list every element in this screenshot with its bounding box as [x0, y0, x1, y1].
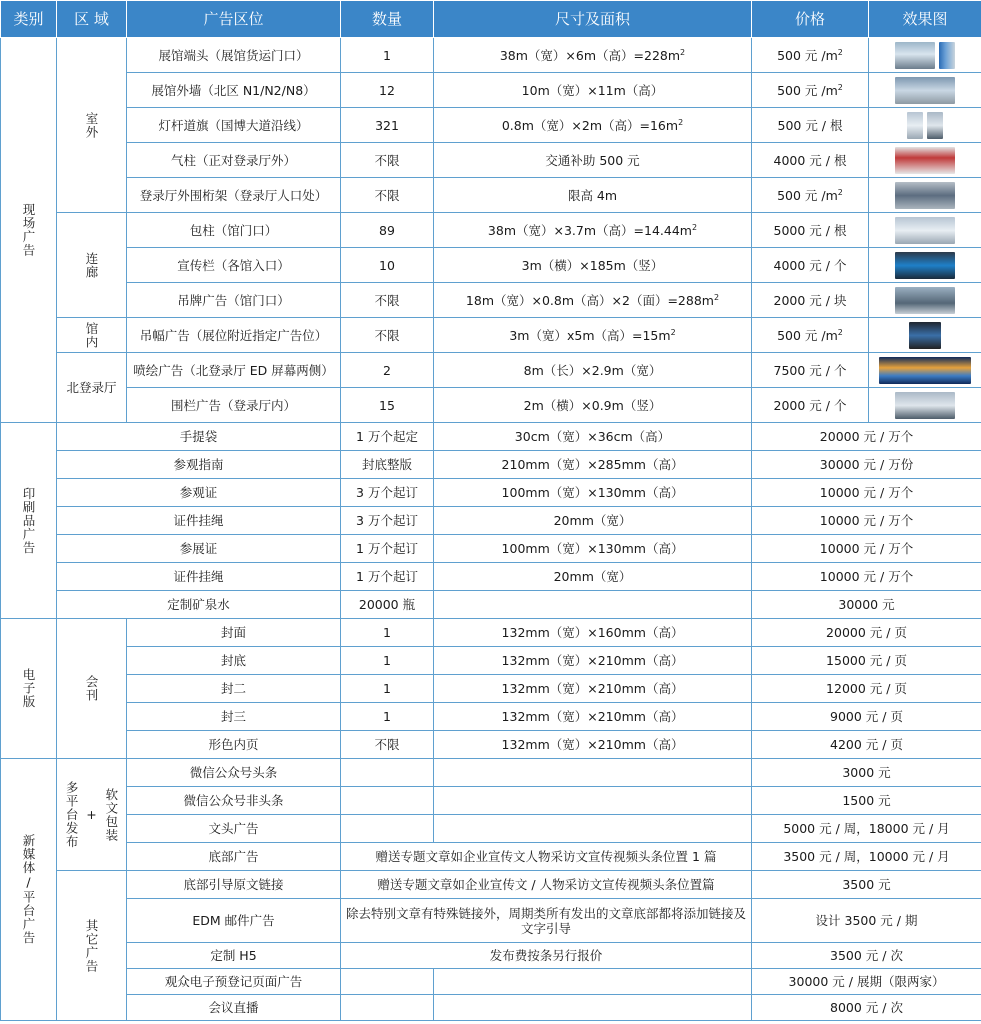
- ad-location: 围栏广告（登录厅内）: [127, 388, 341, 423]
- table-row: [1, 675, 981, 703]
- preview-cell: [869, 178, 981, 213]
- table-row: [1, 871, 981, 899]
- price: 10000 元 / 万个: [752, 507, 981, 535]
- price: 12000 元 / 页: [752, 675, 981, 703]
- ad-location: 参展证: [57, 535, 341, 563]
- size: 132mm（宽）×160mm（高）: [434, 619, 752, 647]
- quantity: 1: [341, 675, 434, 703]
- ad-location: 展馆端头（展馆货运门口）: [127, 38, 341, 73]
- note: [434, 815, 752, 843]
- ad-location: 底部引导原文链接: [127, 871, 341, 899]
- hanging-banner-photo: [895, 322, 955, 349]
- quantity: 1 万个起订: [341, 563, 434, 591]
- table-row: [1, 38, 981, 73]
- ad-location: 喷绘广告（北登录厅 ED 屏幕两侧）: [127, 353, 341, 388]
- price: 500 元 $/m^2$: [752, 318, 869, 353]
- note: [434, 995, 752, 1021]
- price: 4000 元 / 个: [752, 248, 869, 283]
- note: [434, 787, 752, 815]
- ad-location: 气柱（正对登录厅外）: [127, 143, 341, 178]
- size: 8m（长）×2.9m（宽）: [434, 353, 752, 388]
- quantity: 封底整版: [341, 451, 434, 479]
- size: 132mm（宽）×210mm（高）: [434, 675, 752, 703]
- area-multi-platform: [57, 759, 127, 871]
- quantity: 不限: [341, 143, 434, 178]
- price: 20000 元 / 万个: [752, 423, 981, 451]
- ad-location: 手提袋: [57, 423, 341, 451]
- price: 1500 元: [752, 787, 981, 815]
- ad-location: EDM 邮件广告: [127, 899, 341, 943]
- table-row: [1, 731, 981, 759]
- price: 30000 元 / 万份: [752, 451, 981, 479]
- price: 7500 元 / 个: [752, 353, 869, 388]
- size: 210mm（宽）×285mm（高）: [434, 451, 752, 479]
- lamp-pole-flag-photo: [895, 112, 955, 139]
- size: 18m（宽）×0.8m（高）×2（面）$=288m^2$: [434, 283, 752, 318]
- table-row: [1, 943, 981, 969]
- truss-photo: [895, 182, 955, 209]
- note: [434, 969, 752, 995]
- ad-location: 定制矿泉水: [57, 591, 341, 619]
- table-row: [1, 703, 981, 731]
- size: 132mm（宽）×210mm（高）: [434, 731, 752, 759]
- price: 4000 元 / 根: [752, 143, 869, 178]
- table-row: [1, 787, 981, 815]
- ad-location: 封三: [127, 703, 341, 731]
- header-area: 区 域: [57, 1, 127, 38]
- size: 30cm（宽）×36cm（高）: [434, 423, 752, 451]
- ad-location: 展馆外墙（北区 N1/N2/N8）: [127, 73, 341, 108]
- size: 38m（宽）×3.7m（高）$=14.44m^2$: [434, 213, 752, 248]
- price: 3500 元 / 周，10000 元 / 月: [752, 843, 981, 871]
- price: 4200 元 / 页: [752, 731, 981, 759]
- category-onsite: 现场广告: [1, 38, 57, 423]
- hanging-sign-photo: [895, 287, 955, 314]
- quantity: 2: [341, 353, 434, 388]
- quantity: 不限: [341, 318, 434, 353]
- table-row: [1, 283, 981, 318]
- ad-location: 封底: [127, 647, 341, 675]
- size: 10m（宽）×11m（高）: [434, 73, 752, 108]
- preview-cell: [869, 318, 981, 353]
- table-row: [1, 815, 981, 843]
- ad-location: 灯杆道旗（国博大道沿线）: [127, 108, 341, 143]
- header-ad-location: 广告区位: [127, 1, 341, 38]
- category-print: 印刷品广告: [1, 423, 57, 619]
- price: 5000 元 / 周，18000 元 / 月: [752, 815, 981, 843]
- quantity: 1: [341, 703, 434, 731]
- table-row: [1, 843, 981, 871]
- quantity: 15: [341, 388, 434, 423]
- size: [434, 591, 752, 619]
- price: 500 元 $/m^2$: [752, 73, 869, 108]
- table-row: [1, 213, 981, 248]
- table-row: [1, 423, 981, 451]
- table-row: [1, 178, 981, 213]
- plus-sign: +: [86, 807, 97, 822]
- header-quantity: 数量: [341, 1, 434, 38]
- size: 限高 4m: [434, 178, 752, 213]
- table-row: [1, 143, 981, 178]
- price: 20000 元 / 页: [752, 619, 981, 647]
- area-inhall: 馆内: [57, 318, 127, 353]
- quantity: 1 万个起定: [341, 423, 434, 451]
- bulletin-board-photo: [895, 252, 955, 279]
- table-row: [1, 248, 981, 283]
- quantity: 不限: [341, 178, 434, 213]
- price: 10000 元 / 万个: [752, 479, 981, 507]
- ad-location: 参观证: [57, 479, 341, 507]
- area-north-lobby: 北登录厅: [57, 353, 127, 423]
- ad-location: 证件挂绳: [57, 563, 341, 591]
- header-price: 价格: [752, 1, 869, 38]
- ad-location: 微信公众号非头条: [127, 787, 341, 815]
- ad-location: 微信公众号头条: [127, 759, 341, 787]
- size: 3m（横）×185m（竖）: [434, 248, 752, 283]
- quantity: 不限: [341, 731, 434, 759]
- price: 10000 元 / 万个: [752, 535, 981, 563]
- table-row: [1, 73, 981, 108]
- header-size: 尺寸及面积: [434, 1, 752, 38]
- quantity: [341, 759, 434, 787]
- ad-location: 参观指南: [57, 451, 341, 479]
- note: 除去特别文章有特殊链接外，周期类所有发出的文章底部都将添加链接及文字引导: [341, 899, 752, 943]
- area-outdoor: 室外: [57, 38, 127, 213]
- ad-location: 观众电子预登记页面广告: [127, 969, 341, 995]
- area-journal: 会刊: [57, 619, 127, 759]
- table-row: [1, 535, 981, 563]
- price: 3000 元: [752, 759, 981, 787]
- quantity: 12: [341, 73, 434, 108]
- quantity: 10: [341, 248, 434, 283]
- ad-location: 封二: [127, 675, 341, 703]
- table-row: [1, 591, 981, 619]
- quantity: [341, 995, 434, 1021]
- size: 132mm（宽）×210mm（高）: [434, 703, 752, 731]
- ad-location: 登录厅外围桁架（登录厅人口处）: [127, 178, 341, 213]
- preview-cell: [869, 248, 981, 283]
- price: 设计 3500 元 / 期: [752, 899, 981, 943]
- size: 0.8m（宽）×2m（高）$=16m^2$: [434, 108, 752, 143]
- table-row: [1, 353, 981, 388]
- header-preview: 效果图: [869, 1, 981, 38]
- ad-location: 封面: [127, 619, 341, 647]
- quantity: 1 万个起订: [341, 535, 434, 563]
- price: 5000 元 / 根: [752, 213, 869, 248]
- table-row: [1, 563, 981, 591]
- ad-location: 吊牌广告（馆门口）: [127, 283, 341, 318]
- table-row: [1, 619, 981, 647]
- preview-cell: [869, 213, 981, 248]
- quantity: [341, 969, 434, 995]
- ad-location: 形色内页: [127, 731, 341, 759]
- quantity: 1: [341, 647, 434, 675]
- table-row: [1, 969, 981, 995]
- price: 500 元 $/m^2$: [752, 178, 869, 213]
- quantity: 3 万个起订: [341, 507, 434, 535]
- note: [434, 759, 752, 787]
- ad-location: 定制 H5: [127, 943, 341, 969]
- quantity: 321: [341, 108, 434, 143]
- ad-location: 证件挂绳: [57, 507, 341, 535]
- table-row: [1, 388, 981, 423]
- note: 发布费按条另行报价: [341, 943, 752, 969]
- ad-location: 包柱（馆门口）: [127, 213, 341, 248]
- quantity: 不限: [341, 283, 434, 318]
- table-row: [1, 451, 981, 479]
- air-column-photo: [895, 147, 955, 174]
- ad-location: 会议直播: [127, 995, 341, 1021]
- quantity: [341, 787, 434, 815]
- table-row: [1, 759, 981, 787]
- table-row: [1, 318, 981, 353]
- quantity: 89: [341, 213, 434, 248]
- preview-cell: [869, 388, 981, 423]
- preview-cell: [869, 108, 981, 143]
- size: 20mm（宽）: [434, 563, 752, 591]
- size: 20mm（宽）: [434, 507, 752, 535]
- preview-cell: [869, 143, 981, 178]
- quantity: 20000 瓶: [341, 591, 434, 619]
- table-row: [1, 108, 981, 143]
- table-row: [1, 479, 981, 507]
- quantity: 3 万个起订: [341, 479, 434, 507]
- preview-cell: [869, 353, 981, 388]
- note: 赠送专题文章如企业宣传文人物采访文宣传视频头条位置 1 篇: [341, 843, 752, 871]
- size: 交通补助 500 元: [434, 143, 752, 178]
- price: 10000 元 / 万个: [752, 563, 981, 591]
- size: 100mm（宽）×130mm（高）: [434, 535, 752, 563]
- fence-ad-photo: [895, 392, 955, 419]
- soft-article-label: 软文包装: [103, 787, 119, 842]
- quantity: 1: [341, 38, 434, 73]
- price: 3500 元 / 次: [752, 943, 981, 969]
- size: 132mm（宽）×210mm（高）: [434, 647, 752, 675]
- ad-location: 吊幅广告（展位附近指定广告位）: [127, 318, 341, 353]
- table-row: [1, 507, 981, 535]
- price: 500 元 / 根: [752, 108, 869, 143]
- price: 30000 元: [752, 591, 981, 619]
- size: 38m（宽）×6m（高）$=228m^2$: [434, 38, 752, 73]
- pillar-wrap-photo: [895, 217, 955, 244]
- quantity: [341, 815, 434, 843]
- exterior-wall-photo: [895, 77, 955, 104]
- price: 8000 元 / 次: [752, 995, 981, 1021]
- price: 15000 元 / 页: [752, 647, 981, 675]
- price: 9000 元 / 页: [752, 703, 981, 731]
- quantity: 1: [341, 619, 434, 647]
- table-row: [1, 995, 981, 1021]
- category-electronic: 电子版: [1, 619, 57, 759]
- table-row: [1, 899, 981, 943]
- price: 30000 元 / 展期（限两家）: [752, 969, 981, 995]
- category-newmedia: 新媒体/平台广告: [1, 759, 57, 1021]
- price: 2000 元 / 个: [752, 388, 869, 423]
- size: 2m（横）×0.9m（竖）: [434, 388, 752, 423]
- area-other: 其它广告: [57, 871, 127, 1021]
- preview-cell: [869, 73, 981, 108]
- size: 3m（宽）x5m（高）$=15m^2$: [434, 318, 752, 353]
- price: 500 元 $/m^2$: [752, 38, 869, 73]
- table-row: [1, 647, 981, 675]
- preview-cell: [869, 283, 981, 318]
- price: 2000 元 / 块: [752, 283, 869, 318]
- inkjet-ad-photo: [879, 357, 971, 384]
- area-corridor: 连廊: [57, 213, 127, 318]
- ad-location: 文头广告: [127, 815, 341, 843]
- size: 100mm（宽）×130mm（高）: [434, 479, 752, 507]
- header-row: [1, 1, 981, 38]
- preview-cell: [869, 38, 981, 73]
- price: 3500 元: [752, 871, 981, 899]
- ad-location: 底部广告: [127, 843, 341, 871]
- exhibition-end-photo: [895, 42, 955, 69]
- header-category: 类别: [1, 1, 57, 38]
- note: 赠送专题文章如企业宣传文 / 人物采访文宣传视频头条位置篇: [341, 871, 752, 899]
- ad-location: 宣传栏（各馆入口）: [127, 248, 341, 283]
- multi-platform-label: 多平台发布: [64, 780, 80, 849]
